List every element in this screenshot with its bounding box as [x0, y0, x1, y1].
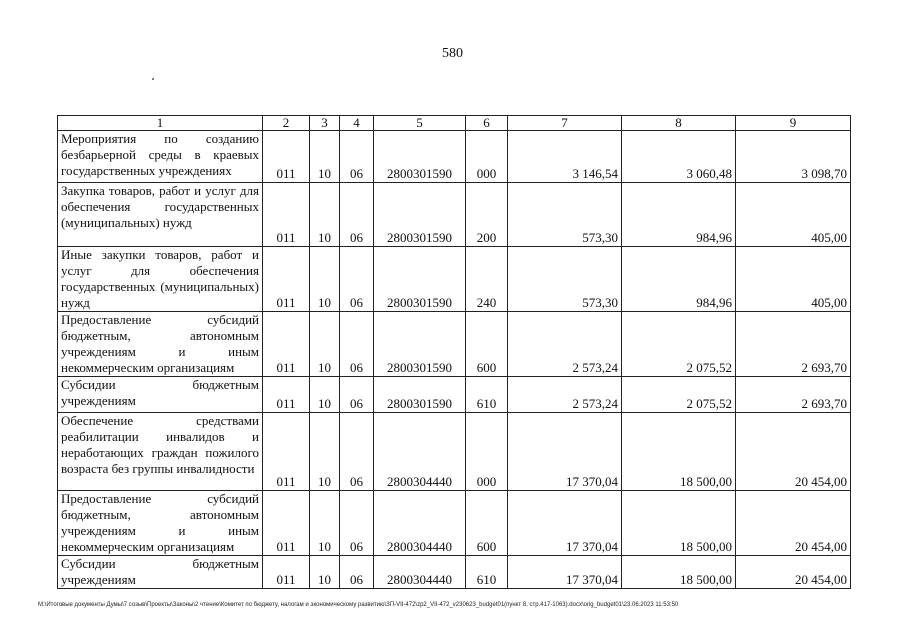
amount-cell: 405,00	[736, 247, 851, 312]
amount-cell: 3 098,70	[736, 131, 851, 183]
column-header: 8	[622, 116, 736, 131]
code-cell: 011	[263, 312, 310, 377]
expense-type-cell: 200	[466, 183, 508, 247]
amount-cell: 17 370,04	[508, 556, 622, 589]
expense-type-cell: 000	[466, 131, 508, 183]
target-article-cell: 2800301590	[374, 312, 466, 377]
subsection-cell: 06	[340, 131, 374, 183]
expense-type-cell: 600	[466, 312, 508, 377]
target-article-cell: 2800301590	[374, 247, 466, 312]
row-name-cell: Мероприятия по созданию безбарьерной среды в краевых государственных учреждениях	[58, 131, 263, 183]
row-name-cell: Субсидии бюджетным учреждениям	[58, 377, 263, 413]
amount-cell: 2 573,24	[508, 377, 622, 413]
table-row	[58, 556, 851, 589]
amount-cell: 2 075,52	[622, 377, 736, 413]
table-row	[58, 491, 851, 556]
expense-type-cell: 600	[466, 491, 508, 556]
expense-type-cell: 000	[466, 413, 508, 491]
section-cell: 10	[310, 413, 340, 491]
row-name-cell: Обеспечение средствами реабилитации инвалидов и неработающих граждан пожилого возраста без группы инвалидности	[58, 413, 263, 491]
section-cell: 10	[310, 183, 340, 247]
code-cell: 011	[263, 131, 310, 183]
amount-cell: 20 454,00	[736, 491, 851, 556]
section-cell: 10	[310, 312, 340, 377]
table-header-row	[58, 116, 851, 131]
amount-cell: 984,96	[622, 247, 736, 312]
amount-cell: 17 370,04	[508, 413, 622, 491]
amount-cell: 2 693,70	[736, 377, 851, 413]
amount-cell: 18 500,00	[622, 556, 736, 589]
section-cell: 10	[310, 247, 340, 312]
column-header: 3	[310, 116, 340, 131]
amount-cell: 2 693,70	[736, 312, 851, 377]
subsection-cell: 06	[340, 312, 374, 377]
amount-cell: 20 454,00	[736, 556, 851, 589]
column-header: 9	[736, 116, 851, 131]
target-article-cell: 2800301590	[374, 131, 466, 183]
budget-table	[57, 115, 851, 589]
section-cell: 10	[310, 131, 340, 183]
amount-cell: 18 500,00	[622, 413, 736, 491]
amount-cell: 3 060,48	[622, 131, 736, 183]
column-header: 6	[466, 116, 508, 131]
amount-cell: 405,00	[736, 183, 851, 247]
scan-artifact-dot	[152, 78, 154, 80]
code-cell: 011	[263, 413, 310, 491]
row-name-cell: Иные закупки товаров, работ и услуг для обеспечения государственных (муниципальных) нужд	[58, 247, 263, 312]
code-cell: 011	[263, 377, 310, 413]
expense-type-cell: 240	[466, 247, 508, 312]
code-cell: 011	[263, 247, 310, 312]
subsection-cell: 06	[340, 556, 374, 589]
amount-cell: 3 146,54	[508, 131, 622, 183]
column-header: 2	[263, 116, 310, 131]
table-row	[58, 183, 851, 247]
target-article-cell: 2800301590	[374, 377, 466, 413]
subsection-cell: 06	[340, 247, 374, 312]
expense-type-cell: 610	[466, 556, 508, 589]
row-name-cell: Предоставление субсидий бюджетным, автономным учреждениям и иным некоммерческим организациям	[58, 491, 263, 556]
column-header: 7	[508, 116, 622, 131]
table-row	[58, 413, 851, 491]
amount-cell: 18 500,00	[622, 491, 736, 556]
amount-cell: 20 454,00	[736, 413, 851, 491]
column-header: 5	[374, 116, 466, 131]
subsection-cell: 06	[340, 491, 374, 556]
amount-cell: 17 370,04	[508, 491, 622, 556]
column-header: 1	[58, 116, 263, 131]
table-row	[58, 312, 851, 377]
table-row	[58, 247, 851, 312]
amount-cell: 2 075,52	[622, 312, 736, 377]
section-cell: 10	[310, 491, 340, 556]
row-name-cell: Предоставление субсидий бюджетным, автономным учреждениям и иным некоммерческим организациям	[58, 312, 263, 377]
code-cell: 011	[263, 183, 310, 247]
subsection-cell: 06	[340, 377, 374, 413]
code-cell: 011	[263, 556, 310, 589]
amount-cell: 984,96	[622, 183, 736, 247]
subsection-cell: 06	[340, 413, 374, 491]
document-path-footer: M:\Итоговые документы Думы\7 созыв\Проекты\Законы\2 чтение\Комитет по бюджету, налогам и экономическому развитию\ЗП-VII-472\zp2_VII-472_v230623_budget01(пункт 8, стр.417-1063).docx\orig_budget01\23.06.2023 11:53:50	[38, 602, 679, 608]
subsection-cell: 06	[340, 183, 374, 247]
amount-cell: 2 573,24	[508, 312, 622, 377]
expense-type-cell: 610	[466, 377, 508, 413]
table-row	[58, 377, 851, 413]
section-cell: 10	[310, 556, 340, 589]
column-header: 4	[340, 116, 374, 131]
row-name-cell: Субсидии бюджетным учреждениям	[58, 556, 263, 589]
row-name-cell: Закупка товаров, работ и услуг для обеспечения государственных (муниципальных) нужд	[58, 183, 263, 247]
amount-cell: 573,30	[508, 247, 622, 312]
target-article-cell: 2800304440	[374, 413, 466, 491]
section-cell: 10	[310, 377, 340, 413]
page-number: 580	[442, 46, 463, 61]
target-article-cell: 2800301590	[374, 183, 466, 247]
amount-cell: 573,30	[508, 183, 622, 247]
target-article-cell: 2800304440	[374, 491, 466, 556]
target-article-cell: 2800304440	[374, 556, 466, 589]
table-row	[58, 131, 851, 183]
code-cell: 011	[263, 491, 310, 556]
